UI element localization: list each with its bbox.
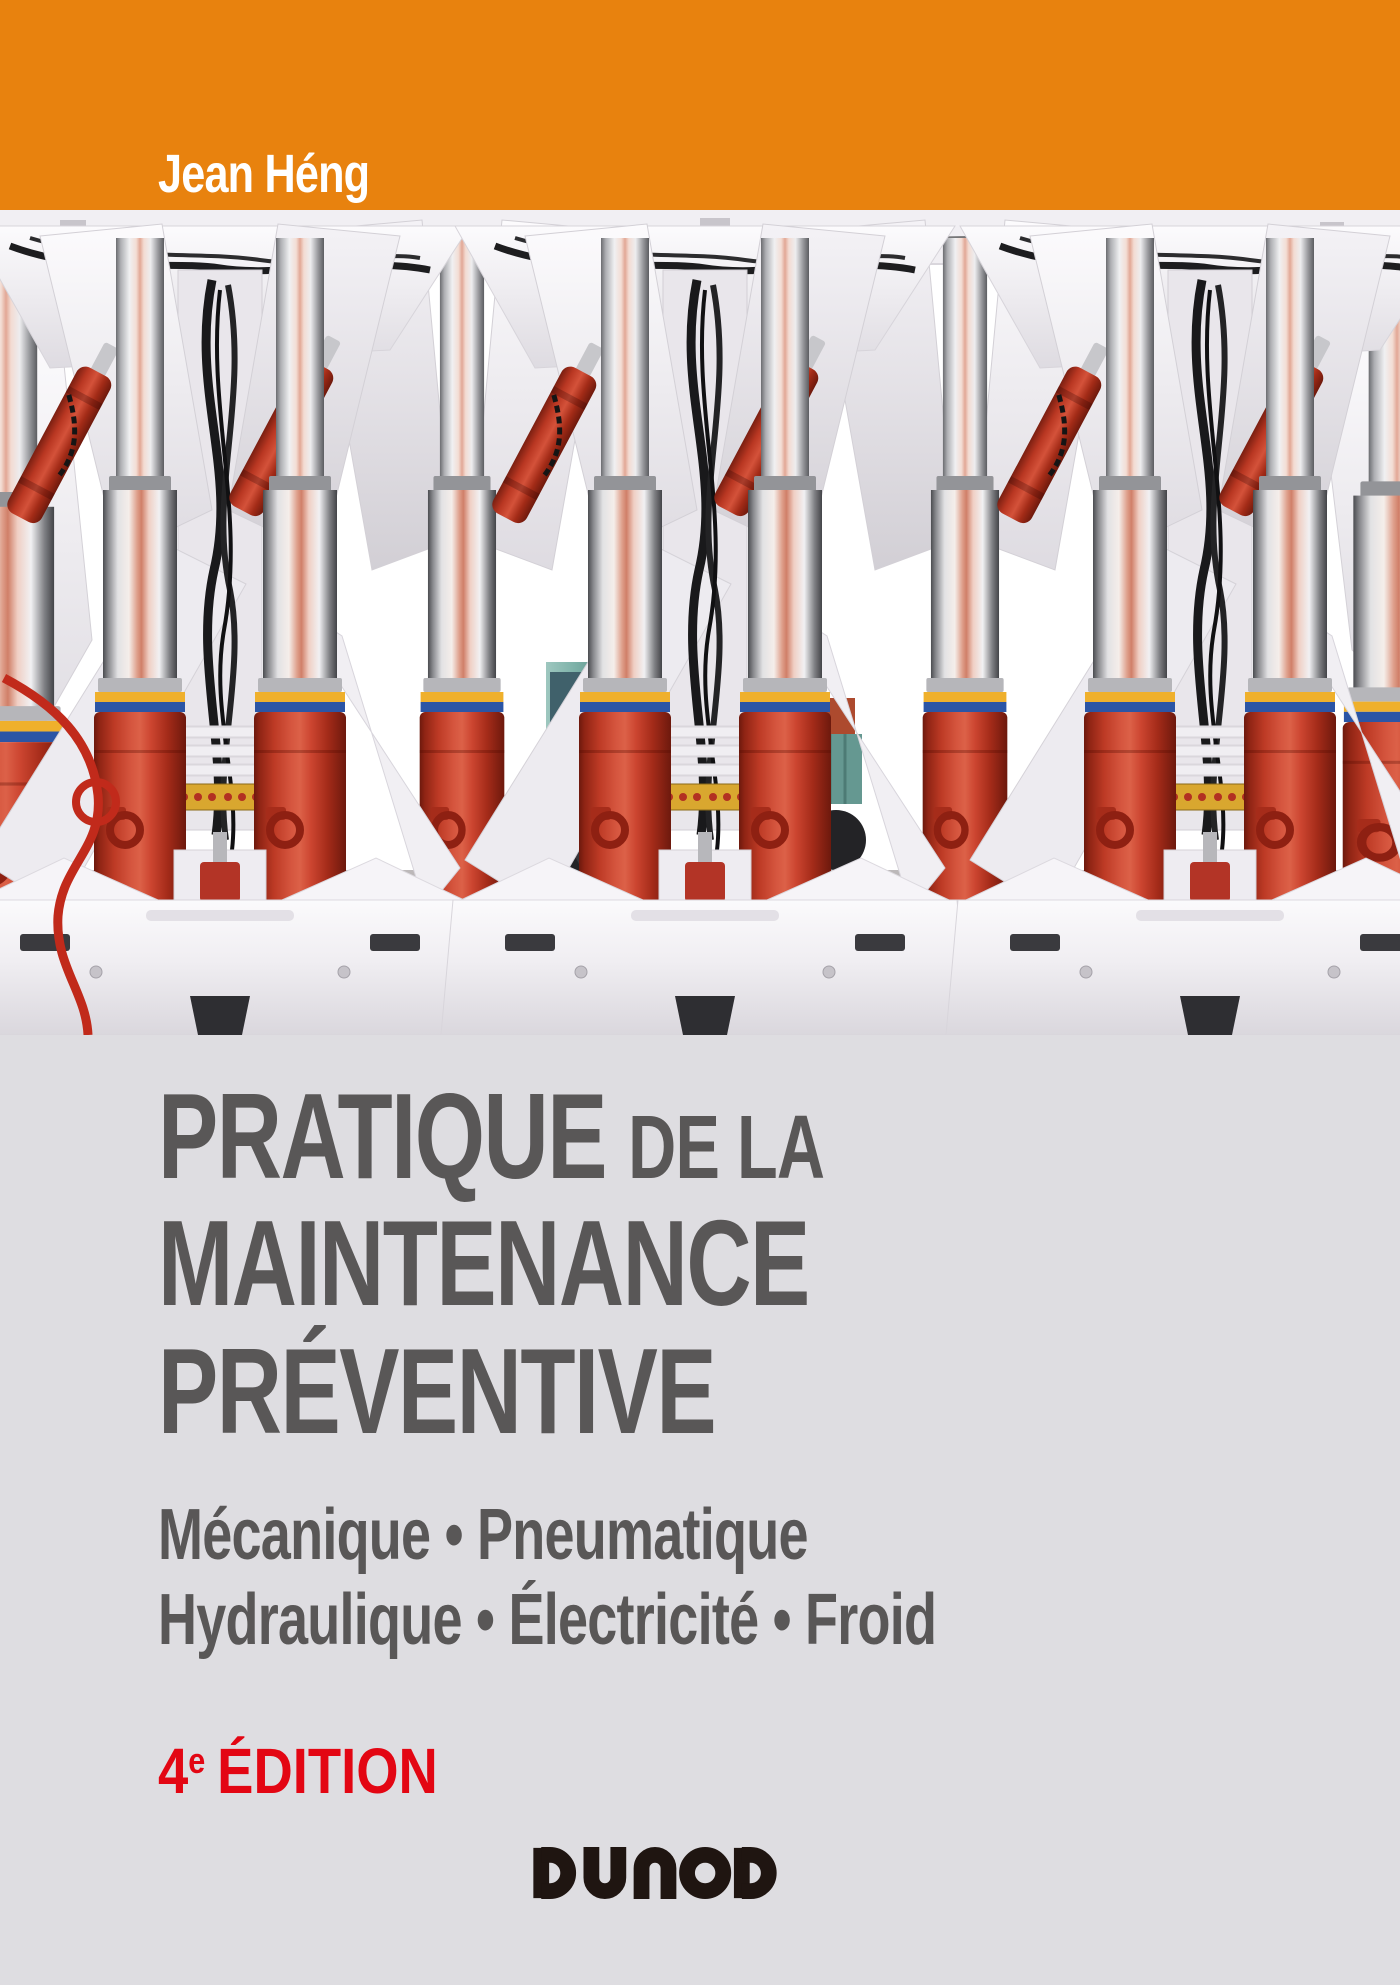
title-line-3: PRÉVENTIVE bbox=[158, 1323, 716, 1459]
edition-word: ÉDITION bbox=[217, 1735, 438, 1807]
title-word-de-la: DE LA bbox=[628, 1098, 825, 1198]
edition-number: 4 bbox=[158, 1735, 189, 1807]
edition-superscript: e bbox=[188, 1740, 206, 1781]
title-line-2: MAINTENANCE bbox=[158, 1195, 809, 1331]
title-word-pratique: PRATIQUE bbox=[158, 1068, 606, 1204]
title-line-1 bbox=[158, 1068, 825, 1204]
subtitle-line-1: Mécanique • Pneumatique bbox=[158, 1495, 808, 1575]
publisher-logo bbox=[533, 1847, 777, 1899]
author-name: Jean Héng bbox=[158, 144, 370, 204]
edition-badge bbox=[158, 1735, 438, 1807]
dunod-logo-glyphs bbox=[533, 1847, 777, 1899]
cover-photo bbox=[0, 210, 1400, 1035]
subtitle-line-2: Hydraulique • Électricité • Froid bbox=[158, 1580, 937, 1660]
